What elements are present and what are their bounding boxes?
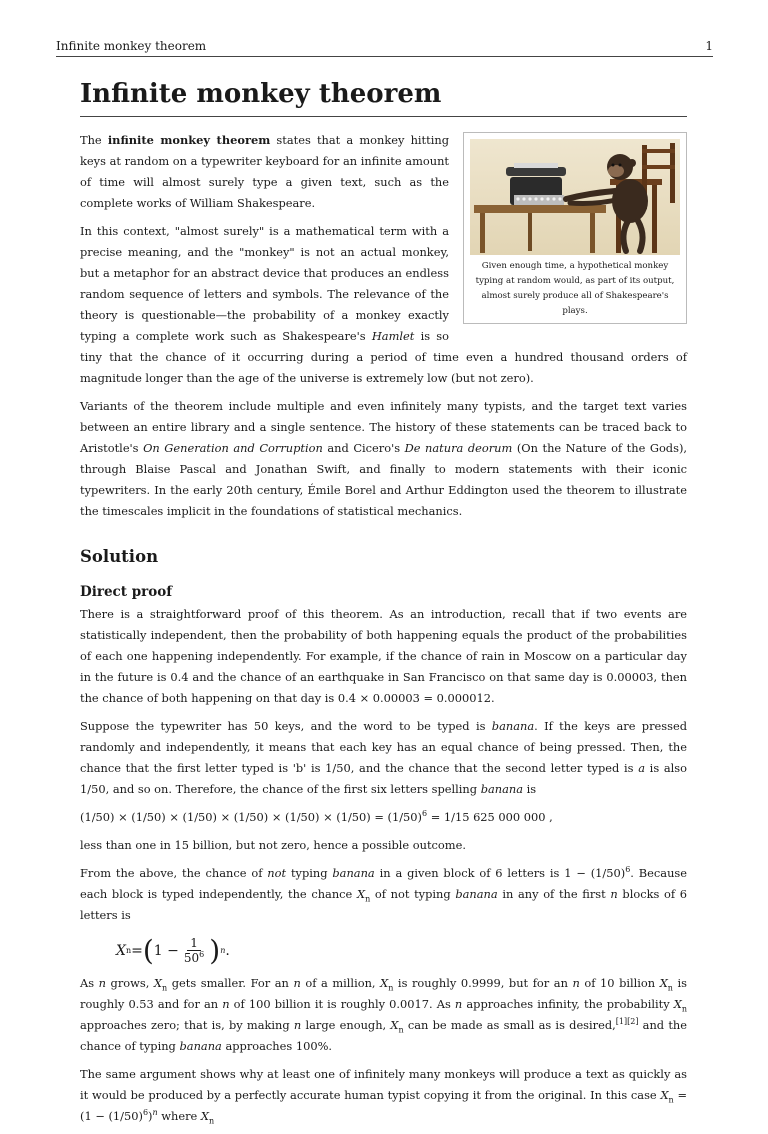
proof-paragraph-5: As n grows, $X_n$ gets smaller. For an n of a million, $X_n$ is roughly 0.9999, but for an n of 10 billion $X_n$ is roughly 0.53 and for an n of 100 billion it is roughly 0.0017. As n approaches infinity, the probability $X_n$ approaches zero; that is, by making n large enough, $X_n$ can be made as small as is desired,[1][2] and the chance of typing banana approaches 100%. [80, 976, 688, 1053]
intro-paragraph-1: The infinite monkey theorem states that a monkey hitting keys at random on a typewriter keyboard for an infinite amount of time will almost surely type a given text, such as the complete works of William Shakespeare. [80, 133, 449, 210]
proof-paragraph-6: The same argument shows why at least one of infinitely many monkeys will produce a text as quickly as it would be produced by a perfectly accurate human typist copying it from the original. In this case $X_n = (1 - (1/50)^6)^n$ where $X_n$ [80, 1067, 688, 1126]
proof-paragraph-3: less than one in 15 billion, but not zero, hence a possible outcome. [80, 838, 466, 852]
intro-paragraph-2: In this context, "almost surely" is a mathematical term with a precise meaning, and the "monkey" is not an actual monkey, but a metaphor for an abstract device that produces an endless random sequence of letters and symbols. The relevance of the theory is questionable—the probability of a monkey exactly typing a complete work such as Shakespeare's Hamlet is so tiny that the chance of it occurring during a period of time even a hundred thousand orders of magnitude longer than the age of the universe is extremely low (but not zero). [80, 224, 687, 385]
running-header [56, 38, 713, 57]
intro-paragraph-3: Variants of the theorem include multiple and even infinitely many typists, and the target text varies between an entire library and a single sentence. The history of these statements can be traced back to Aristotle's On Generation and Corruption and Cicero's De natura deorum (On the Nature of the Gods), through Blaise Pascal and Jonathan Swift, and finally to modern statements with their iconic typewriters. In the early 20th century, Émile Borel and Arthur Eddington used the theorem to illustrate the timescales implicit in the foundations of statistical mechanics. [80, 399, 688, 518]
proof-paragraph-4: From the above, the chance of not typing banana in a given block of 6 letters is $1 - (1/50)^6$. Because each block is typed independently, the chance $X_n$ of not typing banana in any of the first n blocks of 6 letters is [80, 865, 687, 922]
citation-ref[interactable]: [1][2] [615, 1017, 639, 1027]
page-number: 1 [705, 39, 713, 53]
figure-box [463, 132, 687, 324]
equation-banana-probability: $(1/50) \times (1/50) \times (1/50) \times (1/50) \times (1/50) \times (1/50) = (1/50)^6 = 1/15$ 625 000 000 , [80, 809, 553, 824]
running-header-title: Infinite monkey theorem [56, 39, 207, 53]
subsection-heading-direct-proof: Direct proof [80, 584, 173, 600]
figure-caption: Given enough time, a hypothetical monkey typing at random would, as part of its output, almost surely produce all of Shakespeare's plays. [475, 261, 675, 316]
proof-paragraph-1: There is a straightforward proof of this theorem. As an introduction, recall that if two events are statistically independent, then the probability of both happening equals the product of the probabilities of each one happening independently. For example, if the chance of rain in Moscow on a particular day in the future is 0.4 and the chance of an earthquake in San Francisco on that same day is 0.00003, then the chance of both happening on that day is 0.4 × 0.00003 = 0.000012. [80, 607, 687, 705]
monkey-typewriter-image [470, 139, 680, 255]
proof-paragraph-2: Suppose the typewriter has 50 keys, and the word to be typed is banana. If the keys are pressed randomly and independently, it means that each key has an equal chance of being pressed. Then, the chance that the first letter typed is 'b' is 1/50, and the chance that the second letter typed is a is also 1/50, and so on. Therefore, the chance of the first six letters spelling banana is [80, 719, 687, 796]
article-body [80, 130, 687, 1134]
formula-xn: X n = ( 1 − $\frac{1}{50^6}$ ) n . [116, 934, 230, 967]
article-title: Infinite monkey theorem [80, 76, 687, 117]
section-heading-solution: Solution [80, 547, 159, 566]
